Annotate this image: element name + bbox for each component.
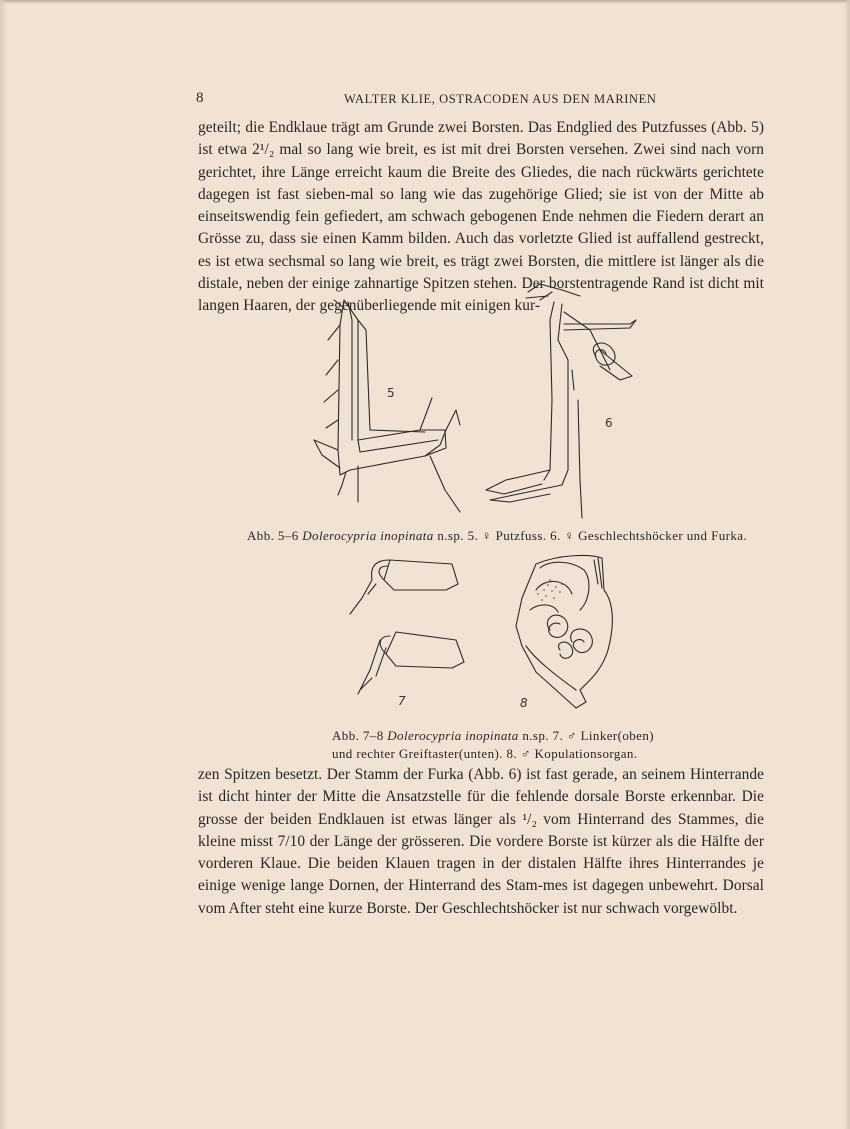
fig7-left-palp-drawing [350, 560, 458, 614]
page-edge-left [0, 0, 8, 1129]
body-paragraph-1: geteilt; die Endklaue trägt am Grunde zwei Borsten. Das Endglied des Putzfusses (Abb. 5) ist etwa 2¹/₂ mal so lang wie breit, es ist mit drei Borsten versehen. Zwei sind nach vorn gerichtet, ihre Länge erreicht kaum die Breite des Gliedes, die nach rückwärts gerichtete dagegen ist fast sieben-mal so lang wie das zugehörige Glied; sie ist von der Mitte ab einseitswendig fein gefiedert, am schwach gebogenen Ende nehmen die Fiedern derart an Grösse zu, dass sie einen Kamm bilden. Auch das vorletzte Glied ist auffallend gestreckt, es ist etwa sechsmal so lang wie breit, es trägt zwei Borsten, die mittlere ist länger als die distale, neben der einige zahnartige Spitzen stehen. Der borstentragende Rand ist dicht mit langen Haaren, der gegenüberliegende mit einigen kur- [198, 119, 764, 315]
caption-2-line-2: und rechter Greiftaster(unten). 8. ♂ Kopulationsorgan. [332, 746, 638, 761]
body-paragraph-2: zen Spitzen besetzt. Der Stamm der Furka (Abb. 6) ist fast gerade, an seinem Hinterrande ist dicht hinter der Mitte die Ansatzstelle für die fehlende dorsale Borste erkennbar. Die grosse der beiden Endklauen ist etwas länger als ¹/₂ vom Hinterrand des Stammes, die kleine misst 7/10 der Länge der grösseren. Die vordere Borste ist kürzer als die Hälfte der vorderen Klaue. Die beiden Klauen tragen in der distalen Hälfte ihres Hinterrandes je einige wenige lange Dornen, der Hinterrand des Stam-mes ist dagegen unbewehrt. Dorsal vom After steht eine kurze Borste. Der Geschlechtshöcker ist nur schwach vorgewölbt. [198, 766, 764, 917]
fig7-label: 7 [398, 694, 406, 708]
fig6-label: 6 [605, 416, 613, 430]
caption-2-suffix: n.sp. 7. ♂ Linker(oben) [522, 728, 654, 743]
caption-1-species: Dolerocypria inopinata [302, 528, 434, 543]
page-header [196, 90, 764, 110]
caption-1-suffix: n.sp. 5. ♀ Putzfuss. 6. ♀ Geschlechtshöcker und Furka. [437, 528, 748, 543]
fig8-label: 8 [520, 696, 528, 710]
caption-fig-5-6 [247, 528, 747, 544]
figure-5-6 [300, 280, 660, 520]
figure-7-8 [340, 550, 630, 720]
caption-1-prefix: Abb. 5–6 [247, 528, 299, 543]
fig7-right-palp-drawing [358, 632, 464, 694]
figure-7-8-drawing [340, 550, 630, 720]
caption-fig-7-8 [332, 727, 654, 763]
page-edge-right [844, 0, 850, 1129]
fig6-furca-drawing [486, 284, 636, 518]
caption-2-line-1 [332, 727, 654, 745]
fig8-copulatory-organ-drawing [516, 556, 612, 708]
caption-2-species: Dolerocypria inopinata [387, 728, 519, 743]
figure-5-6-drawing [300, 280, 660, 520]
page-number: 8 [196, 90, 204, 106]
running-head: WALTER KLIE, OSTRACODEN AUS DEN MARINEN [344, 92, 657, 106]
caption-2-prefix: Abb. 7–8 [332, 728, 384, 743]
fig5-leg-drawing [314, 300, 460, 512]
fig5-label: 5 [387, 386, 395, 400]
page-edge [0, 0, 850, 4]
